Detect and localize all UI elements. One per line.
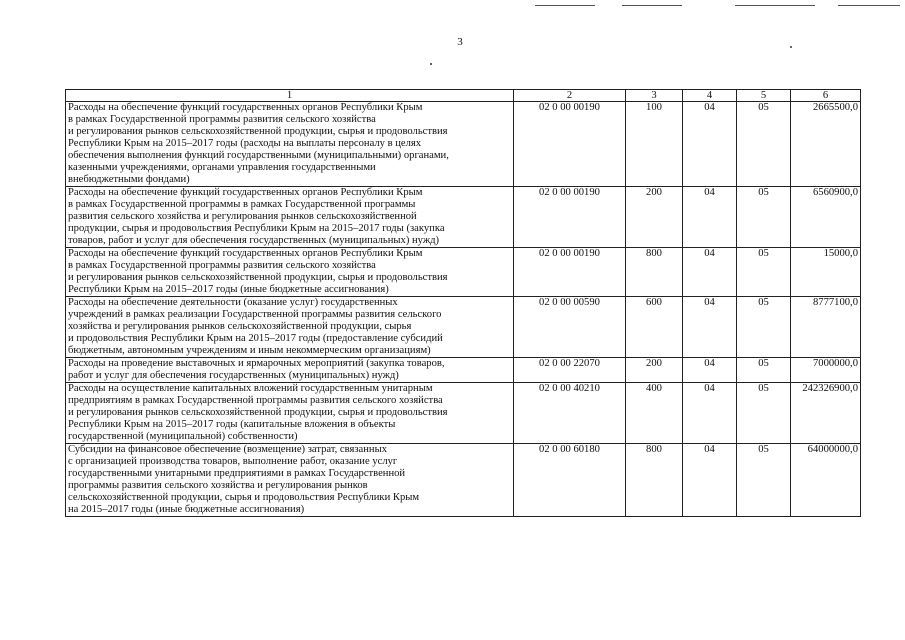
- column-header: 3: [626, 90, 683, 102]
- description-line: Расходы на обеспечение функций государственных органов Республики Крым: [68, 248, 423, 259]
- description-line: Расходы на проведение выставочных и ярмарочных мероприятий (закупка товаров,: [68, 358, 445, 369]
- expense-kind-code: 800: [626, 444, 683, 517]
- table-row: [66, 187, 861, 248]
- amount-value: 64000000,0: [791, 444, 861, 517]
- expense-kind-code: 400: [626, 383, 683, 444]
- section-code: 04: [683, 358, 737, 383]
- scan-artifact-line: [838, 5, 900, 6]
- subsection-code: 05: [737, 102, 791, 187]
- description-line: Республики Крым на 2015–2017 годы (расходы на выплаты персоналу в целях: [68, 138, 422, 149]
- description-line: сельскохозяйственной продукции, сырья и продовольствия Республики Крым: [68, 492, 420, 503]
- expense-description: [66, 187, 514, 248]
- amount-value: 7000000,0: [791, 358, 861, 383]
- description-line: бюджетным, автономным учреждениям и иным некоммерческим организациям): [68, 345, 431, 356]
- description-line: товаров, работ и услуг для обеспечения государственных (муниципальных) нужд): [68, 235, 440, 246]
- amount-value: 15000,0: [791, 248, 861, 297]
- target-article-code: 02 0 00 40210: [514, 383, 626, 444]
- amount-value: 242326900,0: [791, 383, 861, 444]
- description-line: на 2015–2017 годы (иные бюджетные ассигнования): [68, 504, 305, 515]
- column-header: 5: [737, 90, 791, 102]
- target-article-code: 02 0 00 00190: [514, 102, 626, 187]
- subsection-code: 05: [737, 358, 791, 383]
- description-line: предприятиям в рамках Государственной программы развития сельского хозяйства: [68, 395, 443, 406]
- description-line: Расходы на обеспечение функций государственных органов Республики Крым: [68, 102, 423, 113]
- table-row: [66, 358, 861, 383]
- description-line: Расходы на обеспечение функций государственных органов Республики Крым: [68, 187, 423, 198]
- expense-kind-code: 200: [626, 187, 683, 248]
- description-line: в рамках Государственной программы развития сельского хозяйства: [68, 260, 376, 271]
- description-line: и продовольствия Республики Крым на 2015–2017 годы (предоставление субсидий: [68, 333, 443, 344]
- amount-value: 6560900,0: [791, 187, 861, 248]
- expense-description: [66, 383, 514, 444]
- section-code: 04: [683, 102, 737, 187]
- subsection-code: 05: [737, 444, 791, 517]
- description-line: и регулирования рынков сельскохозяйственной продукции, сырья и продовольствия: [68, 126, 448, 137]
- section-code: 04: [683, 444, 737, 517]
- subsection-code: 05: [737, 187, 791, 248]
- description-line: обеспечения выполнения функций государственными (муниципальными) органами,: [68, 150, 449, 161]
- description-line: развития сельского хозяйства и регулирования рынков сельскохозяйственной: [68, 211, 417, 222]
- target-article-code: 02 0 00 22070: [514, 358, 626, 383]
- expense-description: [66, 248, 514, 297]
- description-line: в рамках Государственной программы в рамках Государственной программы: [68, 199, 416, 210]
- table-row: [66, 102, 861, 187]
- description-line: и регулирования рынков сельскохозяйственной продукции, сырья и продовольствия: [68, 407, 448, 418]
- description-line: работ и услуг для обеспечения государственных (муниципальных) нужд): [68, 370, 399, 381]
- scan-artifact-line: [535, 5, 595, 6]
- column-header: 4: [683, 90, 737, 102]
- description-line: государственной (муниципальной) собственности): [68, 431, 298, 442]
- subsection-code: 05: [737, 297, 791, 358]
- amount-value: 8777100,0: [791, 297, 861, 358]
- description-line: государственными унитарными предприятиями в рамках Государственной: [68, 468, 406, 479]
- column-header: 2: [514, 90, 626, 102]
- section-code: 04: [683, 248, 737, 297]
- column-header: 6: [791, 90, 861, 102]
- table-row: [66, 297, 861, 358]
- subsection-code: 05: [737, 383, 791, 444]
- description-line: продукции, сырья и продовольствия Республики Крым на 2015–2017 годы (закупка: [68, 223, 445, 234]
- description-line: Республики Крым на 2015–2017 годы (капитальные вложения в объекты: [68, 419, 396, 430]
- expense-description: [66, 297, 514, 358]
- description-line: с организацией производства товаров, выполнение работ, оказание услуг: [68, 456, 398, 467]
- section-code: 04: [683, 297, 737, 358]
- target-article-code: 02 0 00 00190: [514, 187, 626, 248]
- target-article-code: 02 0 00 00590: [514, 297, 626, 358]
- table-row: [66, 383, 861, 444]
- description-line: Расходы на осуществление капитальных вложений государственным унитарным: [68, 383, 433, 394]
- subsection-code: 05: [737, 248, 791, 297]
- page-number: 3: [457, 36, 463, 48]
- description-line: программы развития сельского хозяйства и регулирования рынков: [68, 480, 368, 491]
- description-line: и регулирования рынков сельскохозяйственной продукции, сырья и продовольствия: [68, 272, 448, 283]
- description-line: Субсидии на финансовое обеспечение (возмещение) затрат, связанных: [68, 444, 388, 455]
- table-header-row: [66, 90, 861, 102]
- expense-description: [66, 358, 514, 383]
- description-line: Республики Крым на 2015–2017 годы (иные бюджетные ассигнования): [68, 284, 389, 295]
- section-code: 04: [683, 187, 737, 248]
- target-article-code: 02 0 00 00190: [514, 248, 626, 297]
- expense-kind-code: 100: [626, 102, 683, 187]
- description-line: хозяйства и регулирования рынков сельскохозяйственной продукции, сырья: [68, 321, 412, 332]
- expense-description: [66, 102, 514, 187]
- column-header: 1: [66, 90, 514, 102]
- budget-table: [65, 89, 861, 517]
- scan-artifact-line: [735, 5, 815, 6]
- table-body: [66, 102, 861, 517]
- description-line: учреждений в рамках реализации Государственной программы развития сельского: [68, 309, 442, 320]
- description-line: казенными учреждениями, органами управления государственными: [68, 162, 376, 173]
- scan-artifact-dot: [430, 63, 432, 65]
- description-line: в рамках Государственной программы развития сельского хозяйства: [68, 114, 376, 125]
- target-article-code: 02 0 00 60180: [514, 444, 626, 517]
- section-code: 04: [683, 383, 737, 444]
- scan-artifact-line: [622, 5, 682, 6]
- description-line: Расходы на обеспечение деятельности (оказание услуг) государственных: [68, 297, 398, 308]
- expense-kind-code: 800: [626, 248, 683, 297]
- amount-value: 2665500,0: [791, 102, 861, 187]
- expense-kind-code: 600: [626, 297, 683, 358]
- table-row: [66, 248, 861, 297]
- scan-artifact-dot: [790, 46, 792, 48]
- expense-kind-code: 200: [626, 358, 683, 383]
- table-row: [66, 444, 861, 517]
- expense-description: [66, 444, 514, 517]
- description-line: внебюджетными фондами): [68, 174, 190, 185]
